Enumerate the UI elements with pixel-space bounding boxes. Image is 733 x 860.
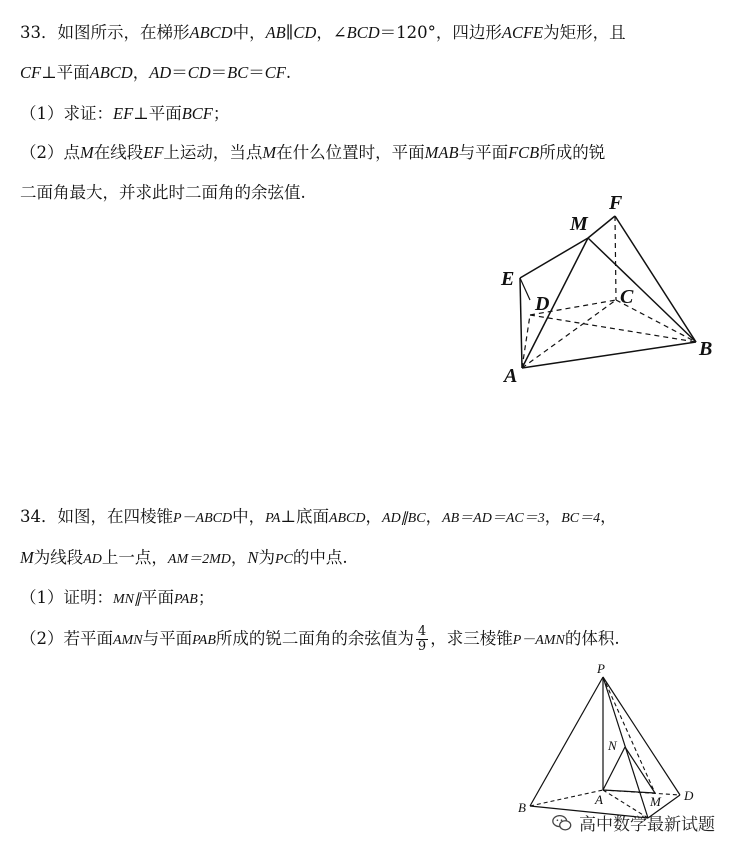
edge-FC bbox=[615, 216, 616, 300]
fraction-4-9: $\frac{4}{9}$ bbox=[417, 624, 427, 654]
q33-line2: CF⊥平面ABCD，AD＝CD＝BC＝CF. bbox=[20, 63, 292, 82]
label-M: M bbox=[650, 794, 661, 809]
edge-NM bbox=[625, 747, 655, 793]
label-E: E bbox=[501, 268, 515, 290]
edge-BA bbox=[530, 790, 603, 806]
label-P: P bbox=[597, 661, 605, 676]
edge-MF bbox=[588, 216, 615, 238]
label-F: F bbox=[609, 192, 623, 214]
q33-part2: （2）点M在线段EF上运动，当点M在什么位置时，平面MAB与平面FCB所成的锐 bbox=[20, 143, 606, 162]
edge-AB bbox=[522, 342, 696, 368]
edge-PB bbox=[530, 677, 603, 806]
label-A: A bbox=[504, 365, 518, 387]
q33-part1: （1）求证：EF⊥平面BCF； bbox=[20, 104, 230, 123]
wechat-icon bbox=[551, 812, 573, 834]
q34-line1: 34．如图，在四棱锥P－ABCD中，PA⊥底面ABCD，AD∥BC，AB＝AD＝AC＝3，BC＝4， bbox=[20, 507, 617, 526]
label-B: B bbox=[699, 338, 713, 360]
edge-MB bbox=[588, 238, 696, 342]
edge-EA bbox=[520, 278, 522, 368]
q34-part1: （1）证明：MN∥平面PAB； bbox=[20, 588, 215, 607]
edge-FB bbox=[615, 216, 696, 342]
label-D: D bbox=[684, 788, 694, 803]
watermark bbox=[551, 810, 715, 835]
label-N: N bbox=[608, 738, 617, 753]
label-A: A bbox=[595, 792, 603, 807]
label-C: C bbox=[620, 286, 634, 308]
watermark-text: 高中数学最新试题 bbox=[579, 815, 715, 835]
q33-line1: 33．如图所示，在梯形ABCD中，AB∥CD，∠BCD＝120°，四边形ACFE为矩形，且 bbox=[20, 23, 626, 42]
label-B: B bbox=[518, 800, 526, 815]
edge-AN bbox=[603, 747, 625, 790]
q33-figure bbox=[0, 190, 733, 490]
label-M: M bbox=[570, 213, 588, 235]
q34-part2: （2）若平面AMN与平面PAB所成的锐二面角的余弦值为 $\frac{4}{9}$ ，求三棱锥P－AMN的体积. bbox=[20, 624, 620, 654]
label-D: D bbox=[535, 293, 550, 315]
edge-PD bbox=[603, 677, 680, 795]
edge-EA2 bbox=[520, 278, 530, 300]
q34-line2: M为线段AD上一点，AM＝2MD，N为PC的中点. bbox=[20, 548, 348, 567]
q33-part2-cont: 二面角最大，并求此时二面角的余弦值. bbox=[20, 183, 306, 202]
